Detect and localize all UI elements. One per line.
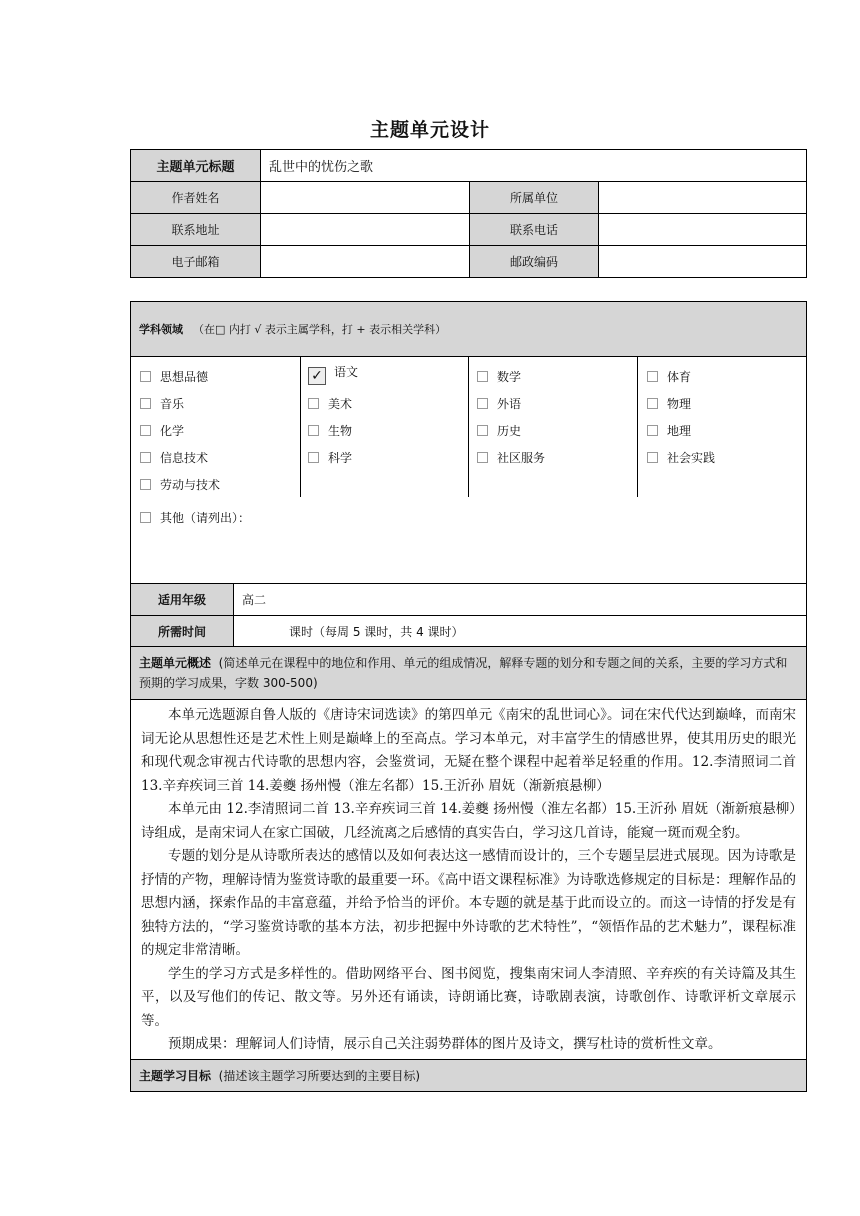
checkbox-icon[interactable] <box>477 398 488 409</box>
time-value[interactable]: 课时（每周 5 课时，共 4 课时） <box>234 616 807 647</box>
subject-other-checkbox[interactable] <box>140 509 250 526</box>
author-label: 作者姓名 <box>131 182 261 214</box>
overview-body-row <box>131 700 807 1060</box>
subject-checkbox[interactable] <box>647 395 691 412</box>
unit-field[interactable] <box>599 182 807 214</box>
subject-checkbox[interactable] <box>308 449 352 466</box>
subject-checkbox[interactable] <box>477 422 521 439</box>
info-table <box>130 149 807 278</box>
subject-domain-label: 学科领域 <box>139 323 183 336</box>
author-row <box>131 182 807 214</box>
subject-checkbox[interactable] <box>647 422 691 439</box>
subject-checkbox-checked[interactable] <box>308 363 358 385</box>
overview-header-row <box>131 647 807 700</box>
checkbox-icon[interactable] <box>477 452 488 463</box>
postcode-field[interactable] <box>599 246 807 278</box>
email-label: 电子邮箱 <box>131 246 261 278</box>
checkbox-icon[interactable] <box>140 425 151 436</box>
subject-checkbox[interactable] <box>647 368 691 385</box>
subject-table <box>130 301 807 1092</box>
checkbox-icon[interactable] <box>647 371 658 382</box>
phone-field[interactable] <box>599 214 807 246</box>
subject-checkbox[interactable] <box>477 368 521 385</box>
subject-label: 地理 <box>667 424 692 438</box>
grade-label: 适用年级 <box>131 584 234 616</box>
title-row <box>131 150 807 182</box>
checkbox-icon[interactable] <box>477 425 488 436</box>
subject-checkbox[interactable] <box>308 422 352 439</box>
author-field[interactable] <box>261 182 470 214</box>
checkmark-icon[interactable]: ✓ <box>308 367 326 385</box>
subject-checkbox[interactable] <box>308 395 352 412</box>
subject-checkbox[interactable] <box>140 395 184 412</box>
address-label: 联系地址 <box>131 214 261 246</box>
goals-header <box>131 1059 807 1091</box>
checkbox-icon[interactable] <box>477 371 488 382</box>
page-title: 主题单元设计 <box>369 119 490 141</box>
overview-label: 主题单元概述 <box>139 656 212 670</box>
unit-title-value[interactable]: 乱世中的忧伤之歌 <box>261 150 807 182</box>
checkbox-icon[interactable] <box>308 398 319 409</box>
subject-label: 科学 <box>328 451 353 465</box>
subject-label: 社区服务 <box>497 451 546 465</box>
overview-paragraph: 专题的划分是从诗歌所表达的感情以及如何表达这一感情而设计的，三个专题呈层进式展现。因为诗歌是抒情的产物，理解诗情为鉴赏诗歌的最重要一环。《高中语文课程标准》为诗歌选修规定的目标是：理解作品的思想内涵，探索作品的丰富意蕴，并给予恰当的评价。本专题的就是基于此而设立的。而这一诗情的抒发是有独特方法的，“学习鉴赏诗歌的基本方法，初步把握中外诗歌的艺术特性”，“领悟作品的艺术魅力”，课程标准的规定非常清晰。 <box>141 848 797 958</box>
time-row <box>131 616 807 647</box>
subject-domain-header <box>131 302 807 357</box>
checkbox-icon[interactable] <box>647 425 658 436</box>
grade-row <box>131 584 807 616</box>
address-row <box>131 214 807 246</box>
subject-label: 历史 <box>497 424 522 438</box>
subject-checkbox[interactable] <box>647 449 715 466</box>
overview-body[interactable] <box>131 700 807 1060</box>
unit-title-label: 主题单元标题 <box>131 150 261 182</box>
address-field[interactable] <box>261 214 470 246</box>
subject-label: 体育 <box>667 370 692 384</box>
overview-paragraph: 本单元由 12.李清照词二首 13.辛弃疾词三首 14.姜夔 扬州慢（淮左名都）15.王沂孙 眉妩（渐新痕悬柳）诗组成，是南宋词人在家亡国破，几经流离之后感情的真实告白，学习这几首诗，能窥一斑而观全豹。 <box>141 801 797 841</box>
subject-label: 数学 <box>497 370 522 384</box>
overview-paragraph: 本单元选题源自鲁人版的《唐诗宋词选读》的第四单元《南宋的乱世词心》。词在宋代代达到巅峰，而南宋词无论从思想性还是艺术性上则是巅峰上的至高点。学习本单元，对丰富学生的情感世界，使其用历史的眼光和现代观念审视古代诗歌的思想内容，会鉴赏词，无疑在整个课程中起着举足轻重的作用。12.李清照词二首 13.辛弃疾词三首 14.姜夔 扬州慢（淮左名都）15.王沂孙 眉妩（渐新痕悬柳） <box>141 707 797 794</box>
subject-domain-note: （在□ 内打 √ 表示主属学科，打 + 表示相关学科） <box>193 323 447 336</box>
subject-label: 音乐 <box>160 397 185 411</box>
unit-label: 所属单位 <box>470 182 599 214</box>
subject-label: 化学 <box>160 424 185 438</box>
overview-paragraph: 预期成果：理解词人们诗情，展示自己关注弱势群体的图片及诗文，撰写杜诗的赏析性文章。 <box>168 1036 722 1052</box>
checkbox-icon[interactable] <box>647 452 658 463</box>
checkbox-icon[interactable] <box>140 512 151 523</box>
checkbox-icon[interactable] <box>140 371 151 382</box>
checkbox-icon[interactable] <box>308 425 319 436</box>
subject-grid <box>131 357 807 584</box>
subject-checkbox[interactable] <box>477 449 545 466</box>
subject-label: 信息技术 <box>160 451 209 465</box>
overview-paragraph: 学生的学习方式是多样性的。借助网络平台、图书阅览，搜集南宋词人李清照、辛弃疾的有关诗篇及其生平，以及写他们的传记、散文等。另外还有诵读，诗朗诵比赛，诗歌剧表演，诗歌创作、诗歌评析文章展示等。 <box>141 965 797 1029</box>
subject-label: 社会实践 <box>667 451 716 465</box>
checkbox-icon[interactable] <box>308 452 319 463</box>
postcode-label: 邮政编码 <box>470 246 599 278</box>
subject-label: 外语 <box>497 397 522 411</box>
subject-checkbox[interactable] <box>140 368 208 385</box>
subject-checkbox[interactable] <box>140 449 208 466</box>
subject-other-label: 其他（请列出）： <box>160 511 251 525</box>
goals-hint: (描述该主题学习所要达到的主要目标) <box>218 1068 421 1083</box>
email-field[interactable] <box>261 246 470 278</box>
subject-label: 劳动与技术 <box>160 478 221 492</box>
subject-checkbox[interactable] <box>140 476 220 493</box>
grade-value[interactable]: 高二 <box>234 584 807 616</box>
subject-label: 物理 <box>667 397 692 411</box>
subject-label: 思想品德 <box>160 370 209 384</box>
checkbox-icon[interactable] <box>140 452 151 463</box>
subject-grid-row <box>131 357 807 584</box>
email-row <box>131 246 807 278</box>
subject-checkbox[interactable] <box>477 395 521 412</box>
subject-label: 生物 <box>328 424 353 438</box>
subject-label: 语文 <box>334 365 359 379</box>
checkbox-icon[interactable] <box>140 398 151 409</box>
subject-checkbox[interactable] <box>140 422 184 439</box>
time-label: 所需时间 <box>131 616 234 647</box>
overview-hint: (简述单元在课程中的地位和作用、单元的组成情况，解释专题的划分和专题之间的关系，主要的学习方式和预期的学习成果，字数 300-500) <box>139 656 788 690</box>
phone-label: 联系电话 <box>470 214 599 246</box>
subject-domain-row <box>131 302 807 357</box>
goals-header-row <box>131 1059 807 1091</box>
subject-label: 美术 <box>328 397 353 411</box>
overview-header <box>131 647 807 700</box>
checkbox-icon[interactable] <box>140 479 151 490</box>
goals-label: 主题学习目标 <box>139 1068 212 1083</box>
checkbox-icon[interactable] <box>647 398 658 409</box>
